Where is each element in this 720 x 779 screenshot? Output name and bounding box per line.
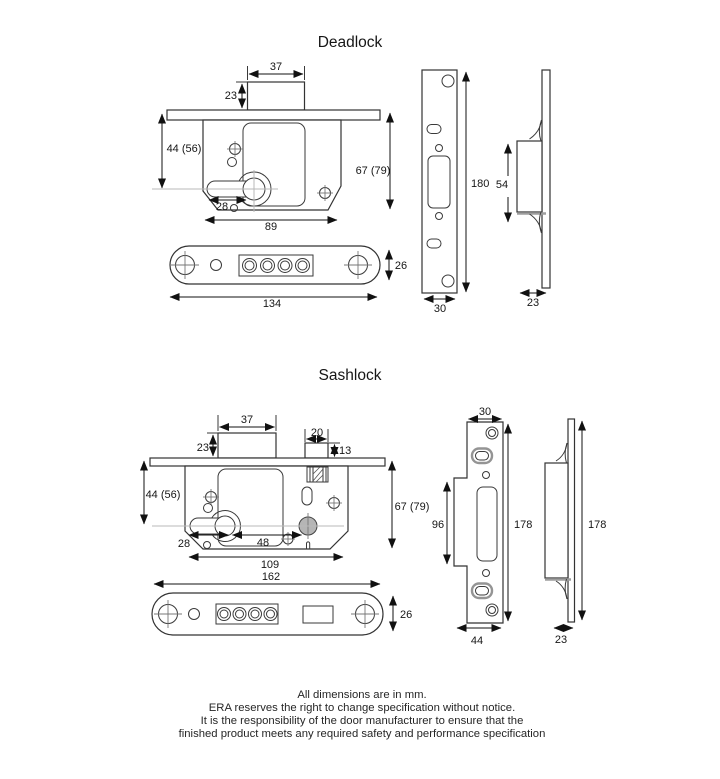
sashlock-dim-case-width: 109: [260, 559, 280, 571]
sashlock-side-view: [545, 419, 606, 646]
deadlock-strike-plate: [422, 70, 489, 315]
sashlock-faceplate: [152, 593, 412, 635]
deadlock-dim-forend-length: 134: [262, 298, 282, 310]
sashlock-dim-strike-box-height: 96: [431, 519, 445, 531]
deadlock-side-view: [496, 70, 550, 309]
sashlock-dim-keyhole-offset: 28: [177, 538, 191, 550]
sashlock-dim-latch-height: 13: [339, 445, 352, 457]
deadlock-dim-bolt-height: 23: [224, 90, 237, 102]
sashlock-case-view: [144, 414, 429, 584]
deadlock-dim-box-height: 54: [495, 179, 509, 191]
deadlock-title: Deadlock: [317, 34, 383, 51]
sashlock-dim-strike-length: 178: [514, 519, 533, 531]
footer-line-2: ERA reserves the right to change specification without notice.: [208, 702, 516, 714]
deadlock-bolt: [248, 82, 305, 110]
footer-line-3: It is the responsibility of the door manufacturer to ensure that the: [200, 715, 524, 727]
deadlock-dim-bolt-width: 37: [269, 61, 283, 73]
sashlock-dim-side-length: 178: [588, 519, 607, 531]
deadlock-drawing: [152, 34, 550, 315]
sashlock-bolt: [218, 433, 276, 458]
sashlock-strike-plate: [432, 406, 532, 647]
sashlock-dim-forend-length: 162: [261, 571, 281, 583]
footer-line-1: All dimensions are in mm.: [297, 689, 427, 701]
sashlock-dim-bolt-height: 23: [196, 442, 209, 454]
deadlock-dim-case-width: 89: [264, 221, 278, 233]
sashlock-dim-spindle-offset: 48: [256, 537, 270, 549]
sashlock-drawing: [144, 367, 606, 647]
footer-notes: [179, 689, 546, 740]
deadlock-dim-backset: 44 (56): [166, 143, 202, 155]
footer-line-4: finished product meets any required safety and performance specification: [178, 728, 546, 740]
deadlock-case-view: [152, 61, 390, 233]
deadlock-forend-edge: [167, 110, 380, 120]
deadlock-dim-case-height: 67 (79): [355, 165, 391, 177]
sashlock-dim-forend-width: 26: [400, 609, 413, 621]
sashlock-dim-side-depth: 23: [554, 634, 568, 646]
sashlock-dim-strike-top-width: 30: [478, 406, 492, 418]
deadlock-dim-strike-length: 180: [471, 178, 490, 190]
sashlock-title: Sashlock: [318, 367, 382, 384]
sashlock-dim-backset: 44 (56): [145, 489, 181, 501]
sashlock-dim-strike-bottom-width: 44: [470, 635, 484, 647]
sashlock-dim-bolt-width: 37: [240, 414, 254, 426]
sashlock-forend-edge: [150, 458, 385, 466]
deadlock-faceplate: [170, 246, 407, 310]
deadlock-dim-forend-width: 26: [394, 260, 408, 272]
deadlock-dim-box-depth: 23: [526, 297, 540, 309]
sashlock-latch: [305, 443, 328, 458]
sashlock-dim-latch-width: 20: [310, 427, 324, 439]
sashlock-dim-case-height: 67 (79): [394, 501, 430, 513]
deadlock-dim-strike-width: 30: [433, 303, 447, 315]
deadlock-dim-keyhole-offset: 28: [215, 201, 229, 213]
